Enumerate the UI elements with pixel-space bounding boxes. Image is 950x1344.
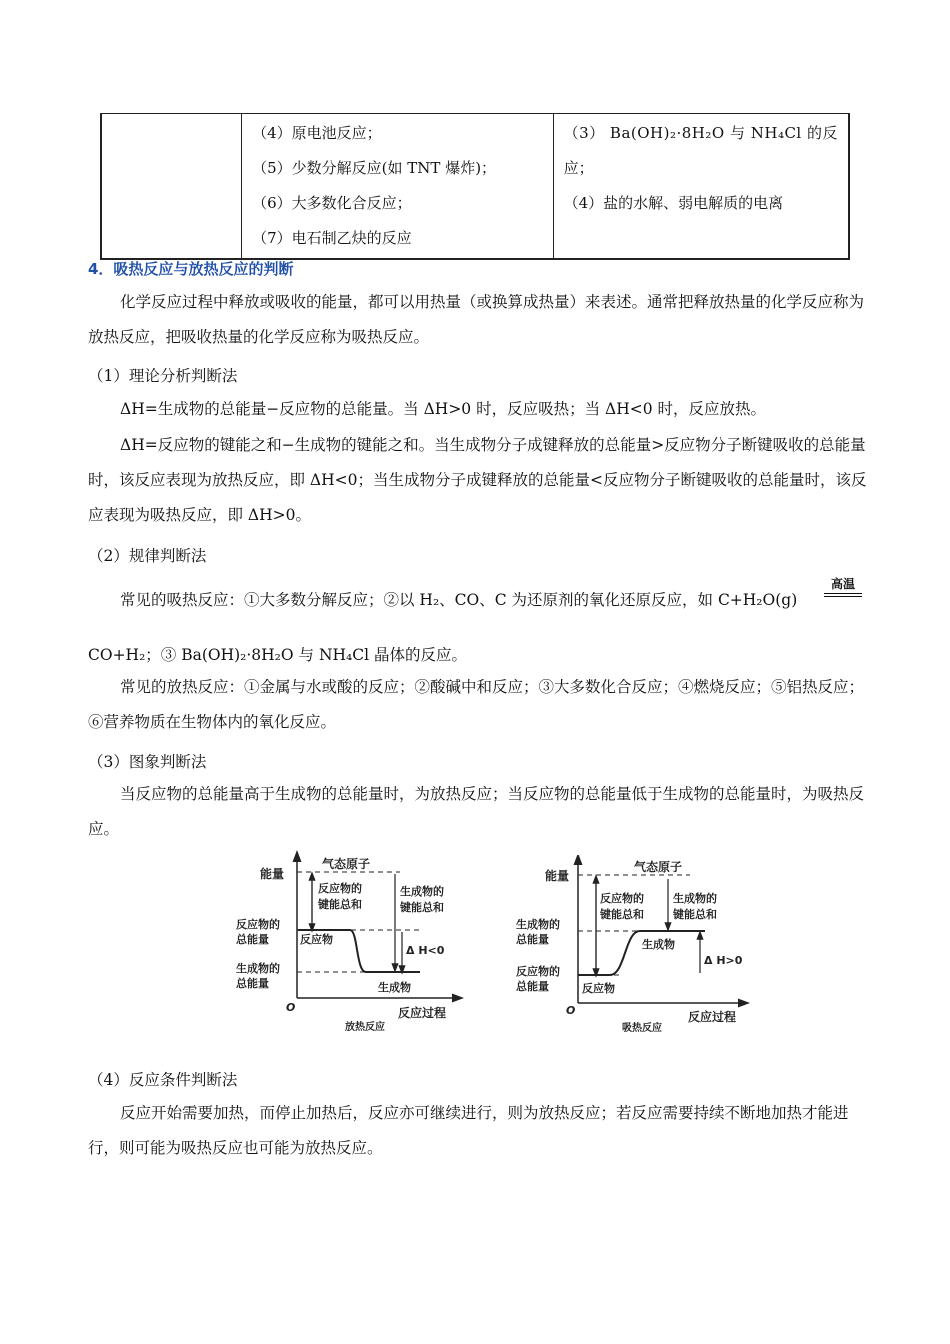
list-item: （7）电石制乙炔的反应 [252,229,412,247]
method3-title: （3）图象判断法 [88,753,207,771]
y-axis-label: 能量 [545,869,570,883]
product-label: 生成物 [642,938,675,951]
condition-label: 高温 [830,577,855,591]
react-total-label-1: 反应物的 [516,965,560,978]
reactant-label: 反应物 [300,933,333,946]
reactant-label: 反应物 [582,982,615,995]
method1-paragraph1: ΔH=生成物的总能量−反应物的总能量。当 ΔH>0 时，反应吸热；当 ΔH<0 时，反应放热。 [120,400,767,418]
top-level-label: 气态原子 [322,857,371,871]
method1-paragraph2: ΔH=反应物的键能之和−生成物的键能之和。当生成物分子成键释放的总能量>反应物分子断键吸收的总能量时，该反应表现为放热反应，即 ΔH<0；当生成物分子成键释放的总能量<反应物分子断键吸收的总能量时，该反应表现为吸热反应，即 ΔH>0。 [88,436,867,524]
method4-paragraph: 反应开始需要加热，而停止加热后，反应亦可继续进行，则为放热反应；若反应需要持续不断地加热才能进行，则可能为吸热反应也可能为放热反应。 [88,1104,849,1157]
exothermic-diagram [230,850,470,1035]
product-label: 生成物 [378,981,411,994]
bond-prod-label-1: 生成物的 [673,892,717,905]
top-level-label: 气态原子 [634,860,683,874]
react-total-label-1: 反应物的 [236,918,280,931]
x-axis-label: 反应过程 [398,1006,447,1020]
equal-sign [824,593,862,597]
prod-total-label-2: 总能量 [516,933,549,946]
method1-title: （1）理论分析判断法 [88,367,238,385]
table-cell-exothermic [242,114,554,260]
y-axis-label: 能量 [260,867,285,881]
method2-title: （2）规律判断法 [88,547,207,565]
bond-react-label-1: 反应物的 [318,882,362,895]
bond-prod-label-1: 生成物的 [400,885,444,898]
diagram-caption: 吸热反应 [622,1023,662,1034]
bond-react-label-2: 键能总和 [318,898,362,911]
react-total-label-2: 总能量 [516,980,549,993]
x-axis-label: 反应过程 [688,1010,737,1024]
reaction-condition [824,578,862,597]
endothermic-diagram [510,855,755,1040]
section-heading: 4．吸热反应与放热反应的判断 [88,260,294,278]
origin-label: O [286,1001,296,1014]
bond-react-label-2: 键能总和 [600,908,644,921]
table-row [101,114,849,260]
prod-total-label-1: 生成物的 [236,962,280,975]
table-cell-empty [101,114,242,260]
method3-paragraph: 当反应物的总能量高于生成物的总能量时，为放热反应；当反应物的总能量低于生成物的总能量时，为吸热反应。 [88,785,865,838]
origin-label: O [566,1004,576,1017]
intro-paragraph: 化学反应过程中释放或吸收的能量，都可以用热量（或换算成热量）来表述。通常把释放热量的化学反应称为放热反应，把吸收热量的化学反应称为吸热反应。 [88,293,865,346]
list-item: （3） Ba(OH)₂·8H₂O 与 NH₄Cl 的反 [563,124,838,142]
reaction-table [100,113,850,260]
react-total-label-2: 总能量 [236,933,269,946]
delta-h-label: Δ H>0 [704,954,743,967]
prod-total-label-1: 生成物的 [516,918,560,931]
delta-h-label: Δ H<0 [406,944,445,957]
bond-prod-label-2: 键能总和 [673,908,717,921]
prod-total-label-2: 总能量 [236,977,269,990]
method2-paragraph2: 常见的放热反应：①金属与水或酸的反应；②酸碱中和反应；③大多数化合反应；④燃烧反应；⑤铝热反应；⑥营养物质在生物体内的氧化反应。 [88,678,865,731]
bond-prod-label-2: 键能总和 [400,901,444,914]
list-item: （5）少数分解反应(如 TNT 爆炸)； [252,159,497,177]
list-item: （4）原电池反应； [252,124,382,142]
table-cell-endothermic [553,114,849,260]
method2-paragraph1b: CO+H₂；③ Ba(OH)₂·8H₂O 与 NH₄Cl 晶体的反应。 [88,646,467,664]
bond-react-label-1: 反应物的 [600,892,644,905]
list-item: （4）盐的水解、弱电解质的电离 [563,194,784,212]
method4-title: （4）反应条件判断法 [88,1071,238,1089]
list-item: 应； [563,159,594,177]
list-item: （6）大多数化合反应； [252,194,412,212]
diagram-caption: 放热反应 [345,1022,385,1033]
method2-paragraph1a: 常见的吸热反应：①大多数分解反应；②以 H₂、CO、C 为还原剂的氧化还原反应，如 C+H₂O(g) [120,591,798,609]
